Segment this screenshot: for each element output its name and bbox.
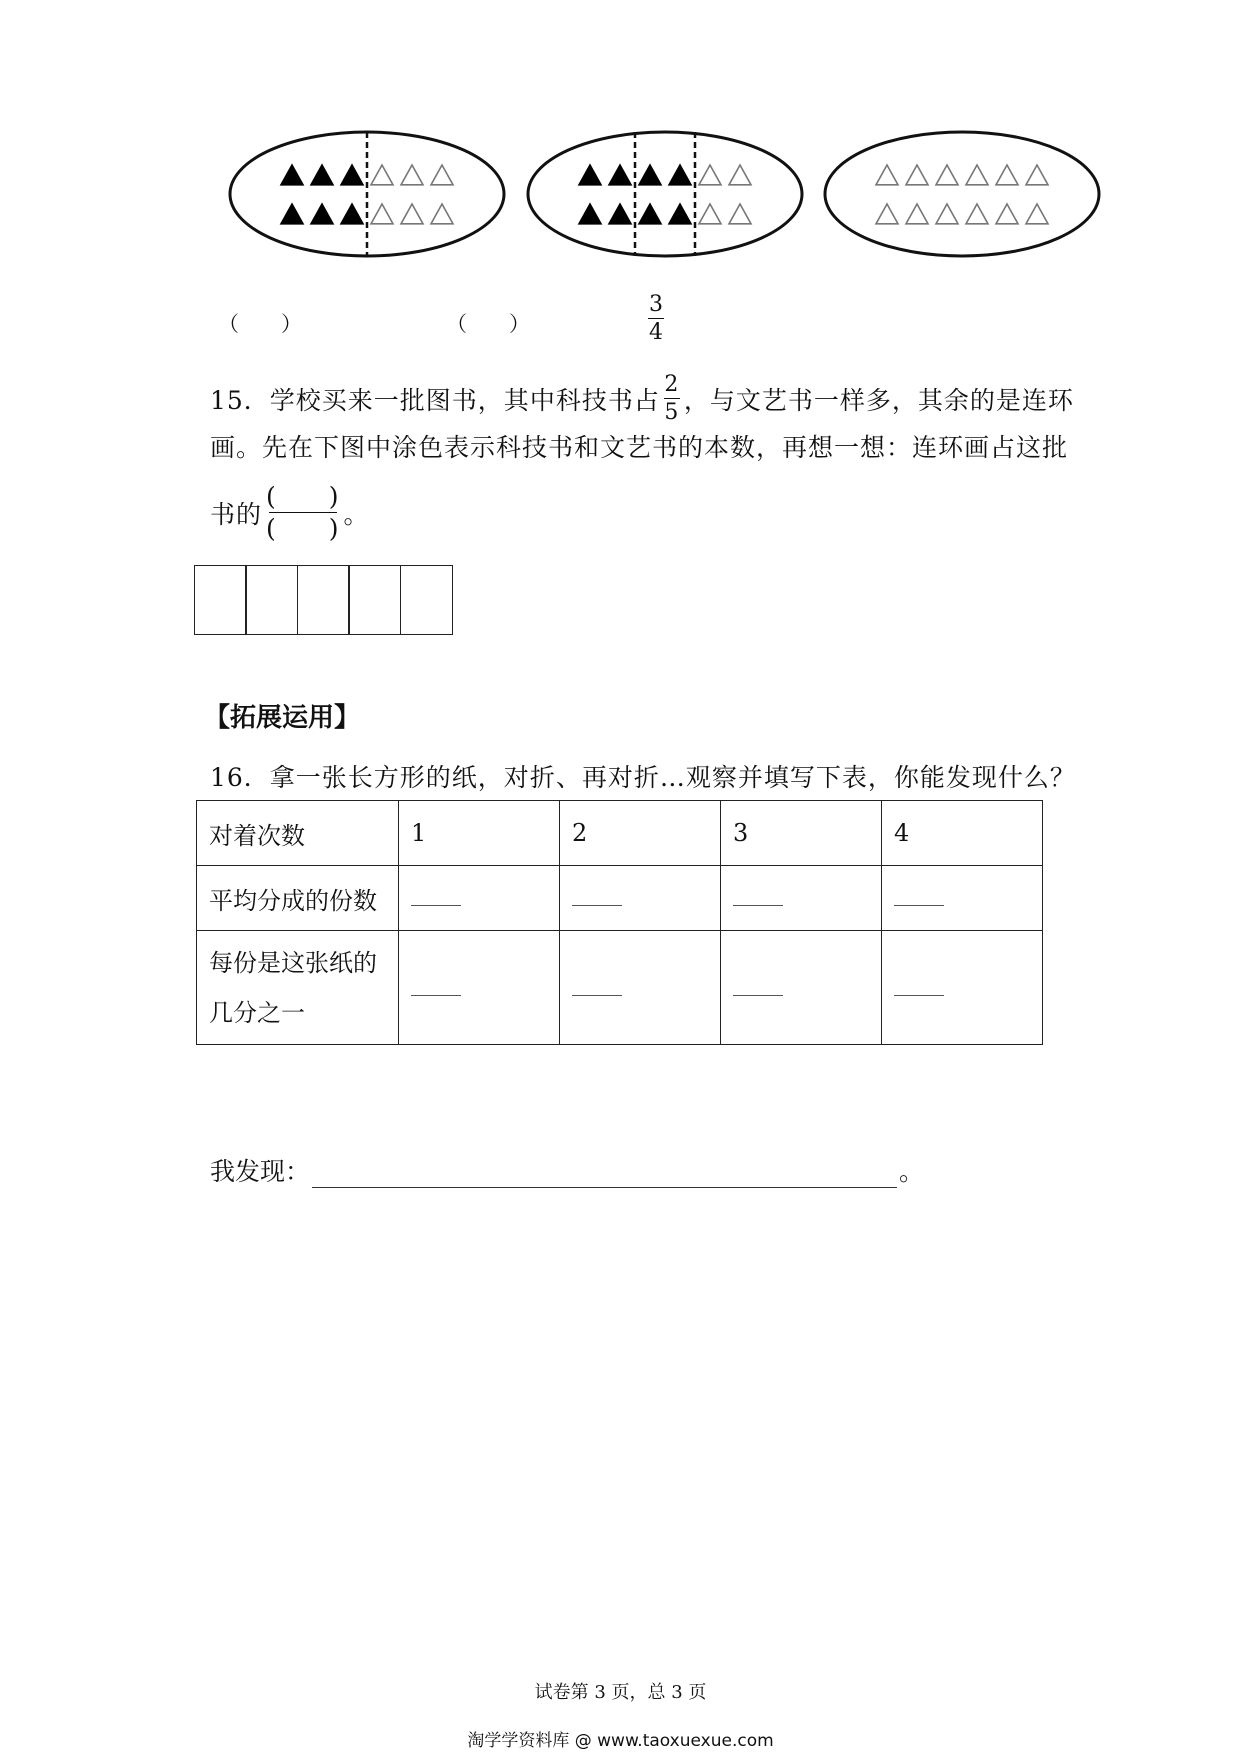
table-header-fold-count: 对着次数: [197, 801, 399, 866]
empty-triangle: [876, 204, 898, 224]
empty-triangle: [966, 165, 988, 185]
table-row: [197, 801, 1043, 866]
empty-triangle: [431, 165, 453, 185]
empty-triangle: [431, 204, 453, 224]
filled-triangle: [341, 165, 363, 185]
answer-blank[interactable]: [882, 931, 1043, 1045]
empty-triangle: [996, 165, 1018, 185]
oval: [528, 132, 802, 256]
empty-triangle: [729, 204, 751, 224]
coloring-box[interactable]: [400, 565, 453, 635]
answer-blank[interactable]: [882, 866, 1043, 931]
coloring-boxes[interactable]: [195, 565, 453, 635]
table-row: [197, 931, 1043, 1045]
empty-triangle: [699, 165, 721, 185]
table-cell: 3: [721, 801, 882, 866]
empty-triangle: [936, 165, 958, 185]
filled-triangle: [579, 165, 601, 185]
filled-triangle: [639, 204, 661, 224]
given-fraction-three-quarters: [648, 292, 664, 345]
filled-triangle: [669, 165, 691, 185]
answer-blank[interactable]: [399, 931, 560, 1045]
science-fraction: 2 5: [664, 372, 680, 425]
filled-triangle: [579, 204, 601, 224]
table-cell: 2: [560, 801, 721, 866]
answer-fraction-blank[interactable]: ( ) ( ): [266, 482, 340, 543]
q16-text: 16．拿一张长方形的纸，对折、再对折…观察并填写下表，你能发现什么？: [210, 763, 1076, 792]
empty-triangle: [729, 165, 751, 185]
empty-triangle: [966, 204, 988, 224]
empty-triangle: [1026, 165, 1048, 185]
filled-triangle: [311, 165, 333, 185]
filled-triangle: [281, 165, 303, 185]
section-title: 【拓展运用】: [204, 703, 361, 733]
q15-line3: 书的 ( ) ( ) 。: [210, 482, 370, 543]
answer-blank[interactable]: [399, 866, 560, 931]
filled-triangle: [281, 204, 303, 224]
filled-triangle: [669, 204, 691, 224]
table-label-fraction: 每份是这张纸的 几分之一: [197, 931, 399, 1045]
filled-triangle: [609, 165, 631, 185]
coloring-box[interactable]: [348, 565, 401, 635]
answer-blank[interactable]: [560, 931, 721, 1045]
answer-blank-1[interactable]: （ ）: [218, 312, 302, 336]
q15-line2: 画。先在下图中涂色表示科技书和文艺书的本数，再想一想：连环画占这批: [210, 433, 1069, 462]
answer-blank[interactable]: [560, 866, 721, 931]
filled-triangle: [639, 165, 661, 185]
table-cell: 4: [882, 801, 1043, 866]
watermark: 淘学学资料库 @ www.taoxuexue.com: [467, 1731, 774, 1751]
empty-triangle: [401, 165, 423, 185]
answer-blank[interactable]: [721, 866, 882, 931]
empty-triangle: [996, 204, 1018, 224]
page-footer: 试卷第 3 页，总 3 页: [534, 1682, 707, 1703]
empty-triangle: [876, 165, 898, 185]
table-label-parts: 平均分成的份数: [197, 866, 399, 931]
empty-triangle: [371, 204, 393, 224]
discovery-line: 我发现： 。: [210, 1157, 925, 1186]
triangle-oval-figure: [0, 0, 1241, 290]
empty-triangle: [936, 204, 958, 224]
coloring-box[interactable]: [245, 565, 298, 635]
filled-triangle: [609, 204, 631, 224]
table-cell: 1: [399, 801, 560, 866]
filled-triangle: [311, 204, 333, 224]
folding-table: [196, 800, 1043, 1045]
answer-blank[interactable]: [721, 931, 882, 1045]
answer-blank-2[interactable]: （ ）: [446, 312, 530, 336]
empty-triangle: [371, 165, 393, 185]
q15-line1: 15．学校买来一批图书，其中科技书占 2 5 ，与文艺书一样多，其余的是连环: [210, 372, 1074, 425]
coloring-box[interactable]: [297, 565, 350, 635]
empty-triangle: [906, 204, 928, 224]
empty-triangle: [699, 204, 721, 224]
coloring-box[interactable]: [194, 565, 247, 635]
empty-triangle: [906, 165, 928, 185]
fraction-numerator: 3: [649, 292, 663, 317]
oval: [825, 132, 1099, 256]
empty-triangle: [401, 204, 423, 224]
filled-triangle: [341, 204, 363, 224]
fraction-denominator: 4: [649, 320, 663, 345]
empty-triangle: [1026, 204, 1048, 224]
discovery-answer-field[interactable]: [312, 1165, 897, 1188]
table-row: [197, 866, 1043, 931]
